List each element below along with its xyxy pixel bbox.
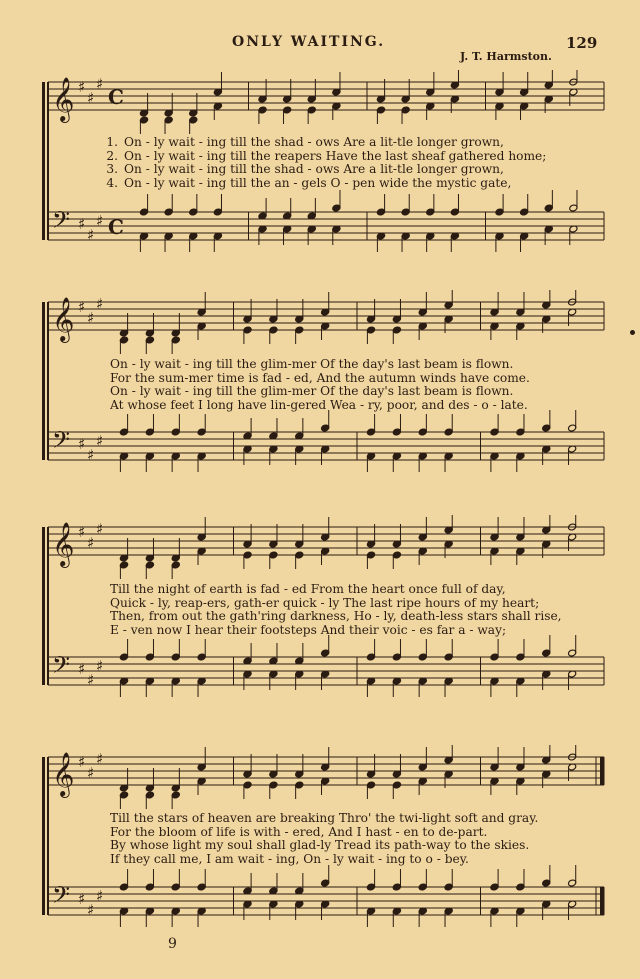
lyric-line	[98, 163, 604, 177]
sharp-icon: ♯	[78, 660, 86, 678]
lyric-line: On - ly wait - ing till the glim-mer Of the day's last beam is flown.	[110, 358, 514, 371]
lyric-text: On - ly wait - ing till the an - gels O - pen wide the mystic gate,	[124, 176, 512, 190]
sharp-icon: ♯	[96, 520, 104, 538]
sharp-icon: ♯	[96, 887, 104, 905]
music-system-2	[0, 290, 640, 490]
lyric-line: At whose feet I long have lin-gered Wea - ry, poor, and des - o - late.	[110, 398, 528, 412]
treble-clef-icon: 𝄞	[52, 522, 75, 566]
sharp-icon: ♯	[78, 298, 86, 316]
lyric-line	[98, 150, 604, 164]
lyric-line	[98, 177, 604, 191]
lyric-line: For the sum-mer time is fad - ed, And the autumn winds have come.	[110, 371, 530, 385]
final-bar-line	[600, 887, 604, 915]
sharp-icon: ♯	[78, 78, 86, 96]
sharp-icon: ♯	[96, 432, 104, 450]
sharp-icon: ♯	[78, 753, 86, 771]
treble-clef-icon: 𝄞	[52, 77, 75, 121]
sharp-icon: ♯	[78, 890, 86, 908]
verse-number: 3.	[106, 163, 118, 176]
lyrics-block-3	[110, 583, 616, 637]
bass-clef-icon: 𝄢	[52, 651, 71, 684]
sharp-icon: ♯	[78, 523, 86, 541]
sharp-icon: ♯	[87, 901, 95, 919]
lyric-line: Then, from out the gath'ring darkness, Ho - ly, death-less stars shall rise,	[110, 610, 562, 623]
lyrics-block-2	[110, 358, 616, 412]
sharp-icon: ♯	[78, 215, 86, 233]
sharp-icon: ♯	[87, 671, 95, 689]
music-system-1	[0, 70, 640, 270]
sharp-icon: ♯	[87, 89, 95, 107]
lyric-line	[98, 136, 604, 150]
sharp-icon: ♯	[87, 534, 95, 552]
final-bar-line	[600, 757, 604, 785]
lyric-line: Till the stars of heaven are breaking Thro' the twi-light soft and gray.	[110, 812, 539, 825]
sharp-icon: ♯	[96, 212, 104, 230]
page-header	[0, 30, 640, 70]
music-system-4	[0, 745, 640, 945]
common-time-icon: C	[108, 215, 124, 239]
lyric-text: On - ly wait - ing till the shad - ows Are a lit-tle longer grown,	[124, 163, 504, 176]
system-brace	[42, 757, 45, 915]
sharp-icon: ♯	[96, 657, 104, 675]
lyric-line: On - ly wait - ing till the glim-mer Of the day's last beam is flown.	[110, 385, 514, 398]
common-time-icon: C	[108, 85, 124, 109]
signature-mark: 9	[168, 936, 177, 952]
sharp-icon: ♯	[87, 764, 95, 782]
music-system-3	[0, 515, 640, 715]
page-number: 129	[566, 34, 598, 52]
lyric-text: On - ly wait - ing till the reapers Have the last sheaf gathered home;	[124, 149, 547, 163]
verse-number: 1.	[106, 136, 118, 149]
treble-clef-icon: 𝄞	[52, 297, 75, 341]
hymn-title: ONLY WAITING.	[232, 34, 386, 50]
lyric-line: For the bloom of life is with - ered, And I hast - en to de-part.	[110, 825, 488, 839]
lyric-line: If they call me, I am wait - ing, On - ly wait - ing to o - bey.	[110, 852, 469, 866]
lyric-line: By whose light my soul shall glad-ly Tread its path-way to the skies.	[110, 839, 530, 852]
bass-clef-icon: 𝄢	[52, 426, 71, 459]
sharp-icon: ♯	[87, 309, 95, 327]
sharp-icon: ♯	[87, 446, 95, 464]
bass-clef-icon: 𝄢	[52, 206, 71, 239]
sharp-icon: ♯	[96, 295, 104, 313]
lyric-text: On - ly wait - ing till the shad - ows Are a lit-tle longer grown,	[124, 136, 504, 149]
lyric-line: Till the night of earth is fad - ed From the heart once full of day,	[110, 583, 506, 596]
system-brace	[42, 82, 45, 240]
lyric-line: Quick - ly, reap-ers, gath-er quick - ly The last ripe hours of my heart;	[110, 596, 540, 610]
sharp-icon: ♯	[87, 226, 95, 244]
bass-clef-icon: 𝄢	[52, 881, 71, 914]
sharp-icon: ♯	[96, 75, 104, 93]
verse-number: 4.	[106, 176, 118, 190]
system-brace	[42, 527, 45, 685]
margin-dot	[630, 330, 635, 335]
treble-clef-icon: 𝄞	[52, 752, 75, 796]
verse-number: 2.	[106, 149, 118, 163]
sharp-icon: ♯	[96, 750, 104, 768]
lyrics-block-1	[98, 136, 604, 190]
system-brace	[42, 302, 45, 460]
sharp-icon: ♯	[78, 435, 86, 453]
composer-credit: J. T. Harmston.	[460, 50, 552, 63]
lyric-line: E - ven now I hear their footsteps And their voic - es far a - way;	[110, 623, 507, 637]
lyrics-block-4	[110, 812, 616, 866]
